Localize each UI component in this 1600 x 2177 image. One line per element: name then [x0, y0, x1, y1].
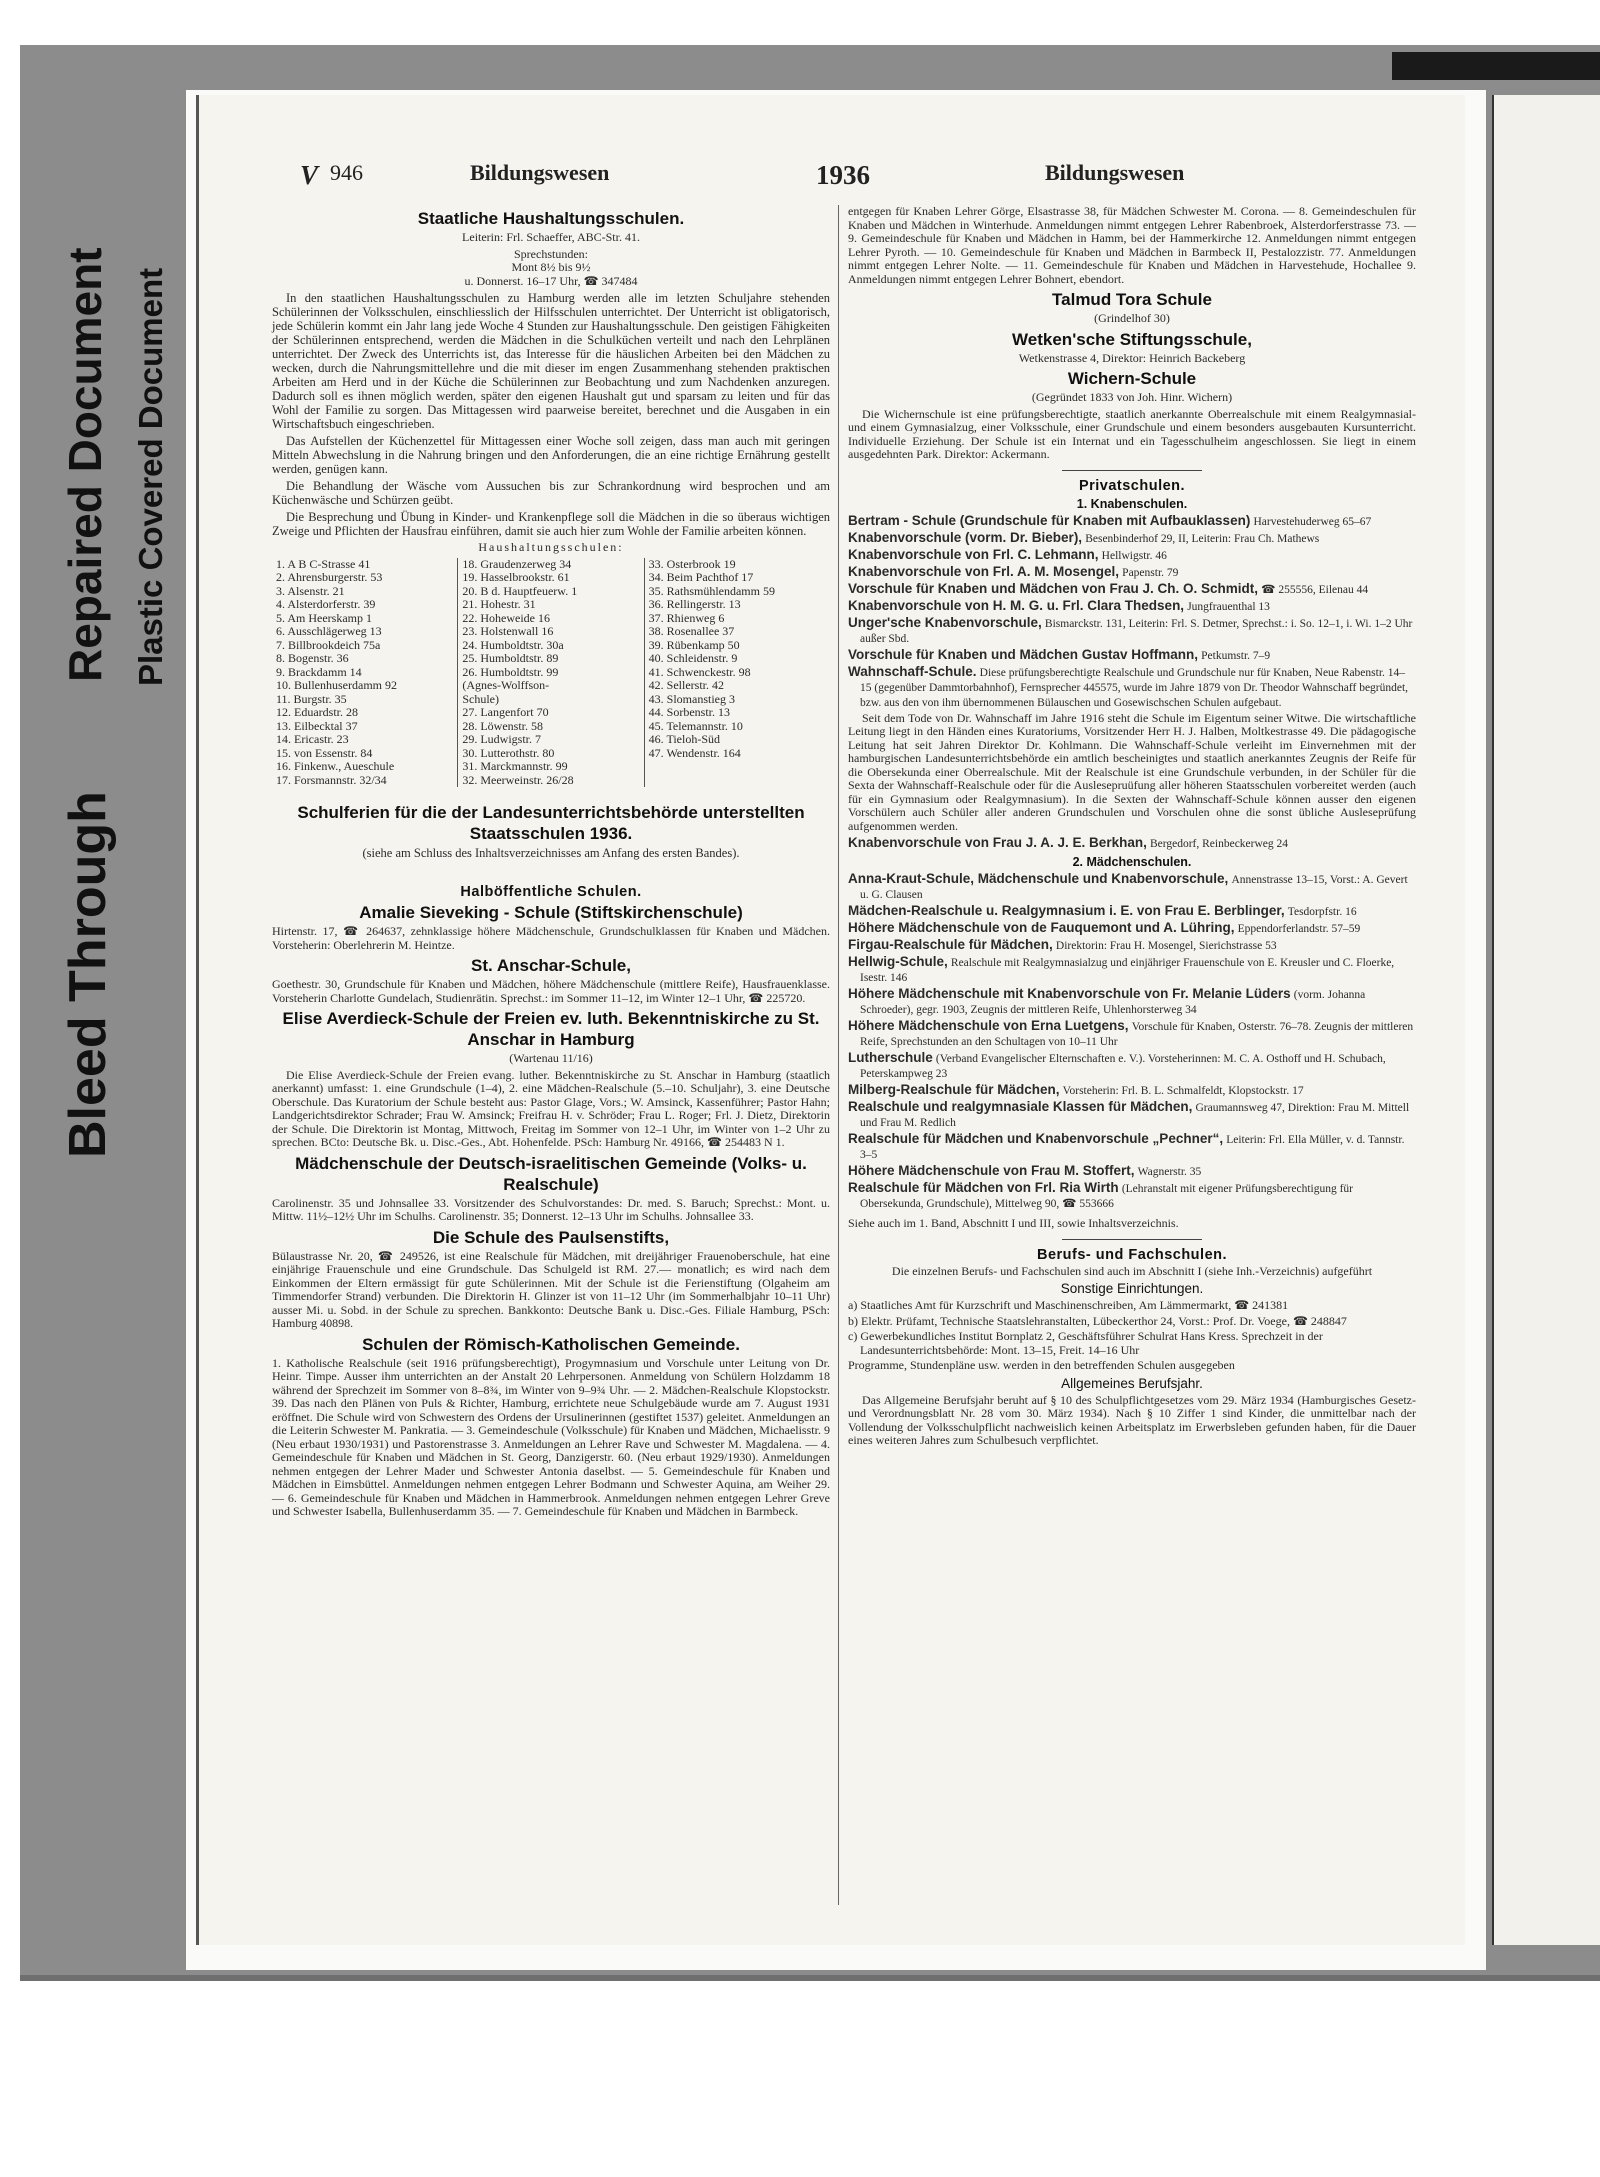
list-item [848, 616, 1416, 646]
list-item: 3. Alsenstr. 21 [276, 583, 345, 598]
left-column [272, 205, 830, 1522]
list-item [848, 1100, 1416, 1130]
entry-name: Hellwig-Schule, [848, 954, 948, 969]
entry-name: Höhere Mädchenschule mit Knabenvorschule von Fr. Melanie Lüders [848, 986, 1291, 1001]
list-item: a) Staatliches Amt für Kurzschrift und Maschinenschreiben, Am Lämmermarkt, ☎ 241381 [848, 1298, 1289, 1312]
list-item: 46. Tieloh-Süd [648, 732, 721, 746]
list-item: 42. Sellerstr. 42 [648, 678, 724, 692]
entry-name: Knabenvorschule von Frau J. A. J. E. Berkhan, [848, 835, 1147, 850]
haushalt-hours-2: Mont 8½ bis 9½ [511, 260, 591, 274]
haushalt-paragraph-4: Die Besprechung und Übung in Kinder- und Krankenpflege soll die Mädchen in die so überaus wichtigen Zweige und Pflichten der Hausfrau einführen, damit sie auch hier zum Wohle der Familie arbeiten können. [272, 510, 830, 538]
siehe-note: Siehe auch im 1. Band, Abschnitt I und III, sowie Inhaltsverzeichnis. [848, 1216, 1179, 1230]
header-page-number: 946 [330, 160, 363, 185]
entry-detail: Hellwigstr. 46 [1101, 549, 1167, 562]
talmud-address: (Grindelhof 30) [1094, 311, 1170, 325]
list-item: 45. Telemannstr. 10 [648, 718, 743, 733]
entry-detail: Petkumstr. 7–9 [1201, 649, 1271, 662]
list-item: 20. B d. Hauptfeuerw. 1 [462, 583, 578, 598]
entry-detail: (vorm. Johanna Schroeder), gegr. 1903, Zeugnis der mittleren Reife, Uhlenhorsterweg 34 [860, 989, 1366, 1016]
entry-name: Unger'sche Knabenvorschule, [848, 614, 1042, 630]
berufsjahr-heading: Allgemeines Berufsjahr. [1061, 1375, 1203, 1391]
list-item: 38. Rosenallee 37 [648, 624, 735, 638]
entry-name: Vorschule für Knaben und Mädchen Gustav Hoffmann, [848, 646, 1199, 662]
entry-name: Höhere Mädchenschule von de Fauquemont und A. Lühring, [848, 920, 1235, 935]
list-item: 39. Rübenkamp 50 [648, 637, 740, 652]
list-item: 11. Burgstr. 35 [276, 691, 347, 706]
entry-name: Höhere Mädchenschule von Frau M. Stoffert, [848, 1163, 1135, 1178]
katholisch-continued: entgegen für Knaben Lehrer Görge, Elsastrasse 38, für Mädchen Schwester M. Corona. — 8. Gemeindeschulen für Knaben und Mädchen in Winterhude. Anmeldungen nimmt entgegen Lehrer Rabenbroek, Alsterdorferstrasse 73. — 9. Gemeindeschule für Knaben und Mädchen in Hamm, bei der Hammerkirche 12. Anmeldungen nimmt entgegen Lehrer Pyroth. — 10. Gemeindeschule für Knaben und Mädchen in Barmbeck II, Pestalozzistr. 77. Anmeldungen nimmt entgegen Lehrer Nolte. — 11. Gemeindeschule für Knaben und Mädchen in Harvestehude, Hochallee 9. Anmeldungen nimmt entgegen Lehrer Bohnert, ebendort. [848, 204, 1416, 286]
list-item: 32. Meerweinstr. 26/28 [462, 772, 574, 787]
berufsjahr-text: Das Allgemeine Berufsjahr beruht auf § 10 des Schulpflichtgesetzes vom 29. März 1934 (Hamburgisches Gesetz- und Verordnungsblatt Nr. 28 vom 30. März 1934). Nach § 10 Ziffer 1 sind Kinder, die unmittelbar nach der Vollendung der Volksschulpflicht nachweislich keinen Arbeitsplatz im Erwerbsleben gefunden haben, für die Dauer eines weiteren Jahres zum Schulbesuch verpflichtet. [848, 1392, 1416, 1447]
list-item: 2. Ahrensburgerstr. 53 [276, 570, 383, 584]
list-item: 26. Humboldtstr. 99 [462, 664, 559, 679]
haushalt-lead: Leiterin: Frl. Schaeffer, ABC-Str. 41. [462, 230, 640, 244]
maedchen-heading: 2. Mädchenschulen. [1072, 855, 1192, 869]
list-item: 1. A B C-Strasse 41 [276, 556, 371, 571]
header-volume: V [300, 160, 319, 190]
entry-name: Lutherschule [848, 1050, 933, 1065]
averdieck-address: (Wartenau 11/16) [509, 1051, 593, 1065]
list-item: 30. Lutterothstr. 80 [462, 745, 555, 760]
list-item [848, 1083, 1416, 1098]
list-item: 34. Beim Pachthof 17 [648, 570, 754, 584]
list-item: 21. Hohestr. 31 [462, 597, 536, 611]
sonstige-list [848, 1299, 1416, 1357]
list-item: 35. Rathsmühlendamm 59 [648, 583, 775, 598]
anschar-title: St. Anschar-Schule, [471, 956, 631, 975]
katholisch-title: Schulen der Römisch-Katholischen Gemeinde. [362, 1334, 740, 1354]
haushalt-paragraph-3: Die Behandlung der Wäsche vom Aussuchen bis zur Schrankordnung wird besprochen und am Küchenwäsche und Schürzen geübt. [272, 479, 830, 507]
entry-detail: Leiterin: Frl. Ella Müller, v. d. Tannstr. 3–5 [860, 1134, 1405, 1161]
list-item: 9. Brackdamm 14 [276, 664, 362, 679]
schools-list-col-3 [645, 558, 830, 788]
list-item: 7. Billbrookdeich 75a [276, 637, 381, 652]
list-item: b) Elektr. Prüfamt, Technische Staatslehranstalten, Lübeckerthor 24, Vorst.: Prof. Dr. Voege, ☎ 248847 [848, 1313, 1347, 1328]
list-item: Schule) [462, 691, 499, 706]
list-item: 8. Bogenstr. 36 [276, 651, 349, 665]
entry-detail: Annenstrasse 13–15, Vorst.: A. Gevert u. G. Clausen [860, 874, 1408, 901]
list-item [848, 582, 1416, 597]
entry-detail: Eppendorferlandstr. 57–59 [1237, 923, 1361, 935]
wichern-text: Die Wichernschule ist eine prüfungsberechtigte, staatlich anerkannte Oberrealschule mit einem Realgymnasial- und einem Gymnasialzug, einer Volksschule, einer Grundschule und einem besonders ausgebauten Kursunterricht. Individuelle Erziehung. Der Schule ist ein Internat und ein Tagesschulheim angeschlossen. Sie liegt in einem ausgedehnten Park. Direktor: Ackermann. [848, 406, 1416, 461]
schools-heading: Haushaltungsschulen: [478, 540, 624, 554]
entry-detail: Realschule mit Realgymnasialzug und einjähriger Frauenschule von E. Kreusler und C. Floerke, Isestr. 146 [860, 957, 1395, 984]
ferien-title: Schulferien für die der Landesunterrichtsbehörde unterstellten Staatsschulen 1936. [297, 803, 805, 843]
label-plastic-covered: Plastic Covered Document [132, 267, 169, 686]
list-item [848, 1132, 1416, 1162]
entry-name: Anna-Kraut-Schule, Mädchenschule und Knabenvorschule, [848, 871, 1229, 886]
entry-detail: Besenbinderhof 29, II, Leiterin: Frau Ch. Mathews [1085, 532, 1320, 545]
list-item [848, 1019, 1416, 1049]
entry-name: Realschule und realgymnasiale Klassen für Mädchen, [848, 1099, 1193, 1114]
halb-heading: Halböffentliche Schulen. [460, 884, 642, 900]
haushalt-title: Staatliche Haushaltungsschulen. [417, 209, 685, 228]
entry-name: Realschule für Mädchen und Knabenvorschule „Pechner“, [848, 1131, 1224, 1146]
israel-text: Carolinenstr. 35 und Johnsallee 33. Vorsitzender des Schulvorstandes: Dr. med. S. Baruch; Sprechst.: Mont. u. Mittw. 11½–12½ Uhr im Schulhs. Carolinenstr. 35; Donnerst. 12–13 Uhr im Schulhs. Johnsallee 33. [272, 1195, 830, 1223]
list-item: 43. Slomanstieg 3 [648, 691, 735, 706]
haushalt-hours-1: Sprechstunden: [514, 246, 588, 261]
list-item: 31. Marckmannstr. 99 [462, 759, 568, 773]
list-item [848, 1051, 1416, 1081]
entry-detail: Graumannsweg 47, Direktion: Frau M. Mittell und Frau M. Redlich [860, 1102, 1410, 1129]
entry-detail: Jungfrauenthal 13 [1187, 600, 1270, 613]
schools-list [272, 558, 830, 788]
list-item: 29. Ludwigstr. 7 [462, 732, 541, 746]
list-item: 33. Osterbrook 19 [648, 556, 736, 571]
wichern-address: (Gegründet 1833 von Joh. Hinr. Wichern) [1031, 390, 1233, 404]
entry-detail: (Verband Evangelischer Elternschaften e. V.). Vorsteherinnen: M. C. A. Osthoff und H. Schubach, Peterskampweg 23 [860, 1053, 1386, 1080]
list-item [848, 548, 1416, 563]
list-item: 25. Humboldtstr. 89 [462, 651, 559, 665]
entry-detail: Bergedorf, Reinbeckerweg 24 [1149, 838, 1289, 850]
entry-name: Knabenvorschule von Frl. C. Lehmann, [848, 546, 1099, 562]
entry-detail: Harvestehuderweg 65–67 [1253, 515, 1372, 528]
header-left-title: Bildungswesen [470, 160, 610, 185]
list-item [848, 872, 1416, 902]
sonstige-heading: Sonstige Einrichtungen. [1060, 1281, 1204, 1296]
list-item: 19. Hasselbrookstr. 61 [462, 570, 570, 584]
list-item [848, 904, 1416, 919]
sieveking-title: Amalie Sieveking - Schule (Stiftskirchenschule) [359, 903, 743, 922]
list-item [848, 938, 1416, 953]
wetken-address: Wetkenstrasse 4, Direktor: Heinrich Backeberg [1018, 350, 1246, 365]
knaben-list [848, 514, 1416, 710]
header-right-title: Bildungswesen [1045, 160, 1185, 185]
averdieck-text: Die Elise Averdieck-Schule der Freien evang. luther. Bekenntniskirche zu St. Anschar in Hamburg (staatlich anerkannt) umfasst: 1. eine Grundschule (1–4), 2. eine Mädchen-Realschule (5.–10. Schuljahr), 3. eine Deutsche Oberschule. Das Kuratorium der Schule besteht aus: Pastor Glage, Vors.; W. Amsinck, Kassenführer; Pastor Hahn; Landgerichtsdirektor Schrader; Frau W. Amsinck; Freifrau H. v. Schröder; Frau L. Roger; Frl. J. Dietz, Direktorin der Schule. Die Direktorin ist Montag, Mittwoch, Freitag im Sommer von 12–1 Uhr, im Winter von 1–2 Uhr zu sprechen. BCto: Deutsche Bk. u. Disc.-Ges., Abt. Hohenfelde. PSch: Hamburg Nr. 49166, ☎ 254483 N 1. [272, 1067, 830, 1149]
list-item: 4. Alsterdorferstr. 39 [276, 597, 376, 611]
entry-detail: Diese prüfungsberechtigte Realschule und Grundschule nur für Knaben, Neue Rabenstr. 14–15 (gegenüber Dammtorbahnhof), Fernsprecher 445575, wurde im Jahre 1879 von Dr. Theodor Wahnschaff begründet, bzw. aus den von ihm übernommenen Bülauschen und Gosewischschen Schulen aufgebaut. [860, 666, 1409, 709]
list-item: 44. Sorbenstr. 13 [648, 705, 730, 719]
list-item [848, 1164, 1416, 1179]
label-bleed-through: Bleed Through [59, 791, 117, 1158]
list-item: 14. Ericastr. 23 [276, 732, 349, 746]
column-divider [838, 205, 839, 1905]
right-column [848, 205, 1416, 1451]
list-item: 12. Eduardstr. 28 [276, 705, 358, 719]
entry-name: Mädchen-Realschule u. Realgymnasium i. E. von Frau E. Berblinger, [848, 903, 1285, 918]
list-item: 15. von Essenstr. 84 [276, 745, 373, 760]
entry-name: Vorschule für Knaben und Mädchen von Frau J. Ch. O. Schmidt, [848, 580, 1259, 596]
list-item [848, 531, 1416, 546]
entry-name: Höhere Mädchenschule von Erna Luetgens, [848, 1018, 1129, 1033]
page-header [300, 160, 1460, 192]
wichern-title: Wichern-Schule [1067, 369, 1197, 388]
label-repaired-document: Repaired Document [59, 247, 111, 682]
israel-title: Mädchenschule der Deutsch-israelitischen Gemeinde (Volks- u. Realschule) [295, 1153, 807, 1194]
list-item: 24. Humboldtstr. 30a [462, 637, 564, 652]
maedchen-list [848, 872, 1416, 1211]
list-item: 17. Forsmannstr. 32/34 [276, 772, 387, 787]
anschar-text: Goethestr. 30, Grundschule für Knaben und Mädchen, höhere Mädchenschule (mittlere Reife), Hausfrauenklasse. Vorsteherin Charlotte Gundelach, Studienrätin. Sprechst.: im Sommer 11–12, im Winter 12–1 Uhr, ☎ 225720. [272, 977, 830, 1005]
list-item: 41. Schwenckestr. 98 [648, 664, 751, 679]
paulsen-text: Bülaustrasse Nr. 20, ☎ 249526, ist eine Realschule für Mädchen, mit dreijähriger Frauenoberschule, hat eine einjährige Frauenschule und eine Grundschule. Das Schulgeld ist RM. 27.— monatlich; es wird nach dem Einkommen der Eltern ermässigt für gute Schülerinnen. Mit der Schule ist die Ferienstiftung (Olgaheim am Timmendorfer Strand) verbunden. Die Direktorin H. Glinzer ist von 11–12 Uhr (im Sommerhalbjahr 10–11 Uhr) ausser Mi. u. Sobd. in der Schule zu sprechen. Bankkonto: Deutsche Bank u. Disc.-Ges. Filiale Hamburg, PSch: Hamburg 40898. [272, 1248, 830, 1330]
schools-list-col-1 [272, 558, 458, 788]
beruf-note: Die einzelnen Berufs- und Fachschulen sind auch im Abschnitt I (siehe Inh.-Verzeichnis) aufgeführt [891, 1263, 1373, 1278]
list-item [848, 599, 1416, 614]
schools-list-col-2 [458, 558, 644, 788]
haushalt-paragraph-2: Das Aufstellen der Küchenzettel für Mittagessen einer Woche soll zeigen, dass man auch mit geringen Mitteln Abwechslung in die Nahrung bringen und den Anforderungen, die an eine richtige Ernährung gestellt werden, genügen kann. [272, 434, 830, 476]
list-item: 23. Holstenwall 16 [462, 624, 554, 638]
paulsen-title: Die Schule des Paulsenstifts, [432, 1227, 670, 1247]
list-item [848, 836, 1416, 851]
list-item: 22. Hoheweide 16 [462, 610, 550, 625]
list-item: 18. Graudenzerweg 34 [462, 556, 572, 571]
entry-detail: Bismarckstr. 131, Leiterin: Frl. S. Detmer, Sprechst.: i. So. 12–1, i. Wi. 1–2 Uhr außer Sbd. [860, 617, 1413, 645]
entry-detail: Papenstr. 79 [1122, 566, 1179, 579]
list-item [848, 665, 1416, 710]
entry-name: Knabenvorschule (vorm. Dr. Bieber), [848, 529, 1083, 545]
entry-name: Knabenvorschule von Frl. A. M. Mosengel, [848, 563, 1120, 579]
list-item: c) Gewerbekundliches Institut Bornplatz 2, Geschäftsführer Schulrat Hans Kress. Sprechzeit in der Landesunterrichtsbehörde: Mont. 13–15, Freit. 14–16 Uhr [848, 1329, 1323, 1357]
ferien-note: (siehe am Schluss des Inhaltsverzeichnisses am Anfang des ersten Bandes). [362, 846, 740, 860]
header-year: 1936 [816, 160, 870, 190]
beruf-heading: Berufs- und Fachschulen. [1036, 1246, 1228, 1263]
programme-note: Programme, Stundenpläne usw. werden in den betreffenden Schulen ausgegeben [848, 1358, 1235, 1372]
entry-name: Knabenvorschule von H. M. G. u. Frl. Clara Thedsen, [848, 597, 1185, 613]
knaben-heading: 1. Knabenschulen. [1076, 496, 1188, 511]
list-item: 27. Langenfort 70 [462, 705, 549, 719]
talmud-title: Talmud Tora Schule [1052, 290, 1212, 309]
list-item [848, 514, 1416, 529]
wahnschaff-paragraph: Seit dem Tode von Dr. Wahnschaff im Jahre 1916 steht die Schule im Eigentum seiner Witwe. Die wirtschaftliche Leitung liegt in den Händen eines Kuratoriums, Vorsitzender Herr H. J. Halben, Moltkestrasse 49. Die pädagogische Leitung hat seit Jahren Direktor Dr. Kohlmann. Die Wahnschaff-Schule verleiht im Einvernehmen mit der hamburgischen Landesunterrichtsbehörde ein amtlich bescheinigtes und staatlich anerkanntes Zeugnis der Reife für die Obersekunda einer Oberrealschule. Mit der Realschule ist eine Grundschule verbunden, in der Schüler für die Sexta der Wahnschaff-Realschule oder für die Auslesepruüfung aller höheren Staatsschulen vorbereitet werden (auch für ein Gymnasium oder Realgymnasium). In die Sexten der Wahnschaff-Schule können ausser den eigenen Vorschülern auch Schüler aller anderen Grundschulen und Vorschulen ohne die sonst übliche Ausleseprüfung aufgenommen werden. [848, 710, 1416, 833]
entry-detail: (Lehranstalt mit eigener Prüfungsberechtigung für Obersekunda, Grundschule), Mittelweg 90, ☎ 553666 [860, 1183, 1354, 1210]
list-item: 5. Am Heerskamp 1 [276, 610, 372, 625]
list-item: 28. Löwenstr. 58 [462, 718, 543, 733]
haushalt-paragraph-1: In den staatlichen Haushaltungsschulen zu Hamburg werden alle im letzten Schuljahre stehenden Schülerinnen der Volksschulen, einschliesslich der Hilfsschulen unterrichtet. Der Unterricht ist obligatorisch, jede Schülerin kommt ein Jahr lang jede Woche 4 Stunden zur Haushaltungsschule. Den geistigen Fähigkeiten der Schülerinnen entsprechend, werden die Mädchen in die Schulküchen verteilt und nach den Lehrplänen unterrichtet. Der Zweck des Unterrichts ist, das Interesse für die häuslichen Arbeiten bei den Mädchen zu wecken, durch die Nahrungsmittellehre und die mit dieser im engen Zusammenhang stehenden praktischen Arbeiten am Herd und in der Küche die Schülerinnen zur Beobachtung und zum Nachdenken anzuregen. Dadurch soll es ihnen möglich werden, später den eigenen Haushalt gut und sparsam zu leiten und für das Wohl der Familie zu sorgen. Das Mittagessen wird paarweise bereitet, berechnet und die Ausgaben in ein Wirtschaftsbuch eingeschrieben. [272, 291, 830, 431]
entry-name: Realschule für Mädchen von Frl. Ria Wirth [848, 1180, 1119, 1195]
list-item: 13. Eilbecktal 37 [276, 718, 358, 733]
entry-detail: ☎ 255556, Eilenau 44 [1261, 583, 1369, 596]
entry-name: Bertram - Schule (Grundschule für Knaben mit Aufbauklassen) [848, 512, 1251, 528]
section-rule [1062, 1239, 1202, 1240]
list-item [848, 955, 1416, 985]
list-item: 40. Schleidenstr. 9 [648, 651, 738, 665]
list-item [848, 648, 1416, 663]
haushalt-hours-3: u. Donnerst. 16–17 Uhr, ☎ 347484 [464, 273, 638, 288]
wetken-title: Wetken'sche Stiftungsschule, [1012, 329, 1252, 349]
list-item: 36. Rellingerstr. 13 [648, 597, 741, 611]
list-item [848, 987, 1416, 1017]
section-rule [1062, 470, 1202, 471]
list-item: 37. Rhienweg 6 [648, 610, 725, 625]
scan-edge-block [1392, 52, 1600, 80]
entry-name: Milberg-Realschule für Mädchen, [848, 1082, 1060, 1097]
entry-detail: Vorschule für Knaben, Osterstr. 76–78. Zeugnis der mittleren Reife, Sprechstunden an den Schultagen von 10–11 Uhr [860, 1021, 1414, 1048]
list-item: 16. Finkenw., Aueschule [276, 759, 395, 773]
scan-bottom-edge [20, 1975, 1600, 1981]
entry-detail: Tesdorpfstr. 16 [1287, 906, 1357, 918]
averdieck-title: Elise Averdieck-Schule der Freien ev. luth. Bekenntniskirche zu St. Anschar in Hamburg [282, 1009, 820, 1049]
privat-heading: Privatschulen. [1078, 477, 1186, 494]
adjacent-page-edge [1492, 95, 1600, 1945]
list-item: 47. Wendenstr. 164 [648, 745, 741, 760]
list-item [848, 565, 1416, 580]
list-item: (Agnes-Wolffson- [462, 678, 550, 692]
list-item [848, 1181, 1416, 1211]
list-item: 10. Bullenhuserdamm 92 [276, 678, 397, 692]
entry-detail: Direktorin: Frau H. Mosengel, Sierichstrasse 53 [1055, 940, 1277, 952]
entry-detail: Wagnerstr. 35 [1137, 1166, 1202, 1178]
entry-name: Wahnschaff-Schule. [848, 663, 977, 679]
sieveking-text: Hirtenstr. 17, ☎ 264637, zehnklassige höhere Mädchenschule, Grundschulklassen für Knaben und Mädchen. Vorsteherin: Oberlehrerin M. Heintze. [272, 924, 830, 952]
entry-detail: Vorsteherin: Frl. B. L. Schmalfeldt, Klopstockstr. 17 [1062, 1085, 1304, 1097]
list-item: 6. Ausschlägerweg 13 [276, 624, 382, 638]
list-item [848, 921, 1416, 936]
entry-name: Firgau-Realschule für Mädchen, [848, 937, 1053, 952]
katholisch-text: 1. Katholische Realschule (seit 1916 prüfungsberechtigt), Progymnasium und Vorschule unter Leitung von Dr. Heinr. Timpe. Ausser ihm unterrichten an der Anstalt 20 Lehrpersonen. Anmeldung von Schülern Holzdamm 18 während der Sprechzeit im Sommer von 8–8¾, im Winter von 9–9¾ Uhr. — 2. Mädchen-Realschule Klopstockstr. 39. Das nach den Plänen von Puls & Richter, Hamburg, errichtete neue Schulgebäude wurde am 7. August 1931 eröffnet. Die Schule wird von Schwestern des Ordens der Ursulinerinnen (gestiftet 1537) geleitet. Anmeldungen an die Leiterin Schwester M. Pankratia. — 3. Gemeindeschule (Volksschule) für Knaben und Mädchen, Michaelisstr. 9 (Neu erbaut 1930/1931) und Pastorenstrasse 3. Anmeldungen an Lehrer Rave und Schwester M. Magdalena. — 4. Gemeindeschule für Knaben und Mädchen in St. Georg, Danzigerstr. 60. (Neu erbaut 1929/1930). Anmeldungen nehmen entgegen der Lehrer Mader und Schwester Antonia daselbst. — 5. Gemeindeschule für Knaben und Mädchen in Eimsbüttel. Anmeldungen nehmen entgegen Lehrer Bodmann und Schwester Aquina, am Weiher 29. — 6. Gemeindeschule für Knaben und Mädchen in Hammerbrook. Anmeldungen nehmen entgegen Lehrer Greve und Schwester Isabella, Bullenhuserdamm 35. — 7. Gemeindeschule für Knaben und Mädchen in Barmbeck. [272, 1355, 830, 1518]
